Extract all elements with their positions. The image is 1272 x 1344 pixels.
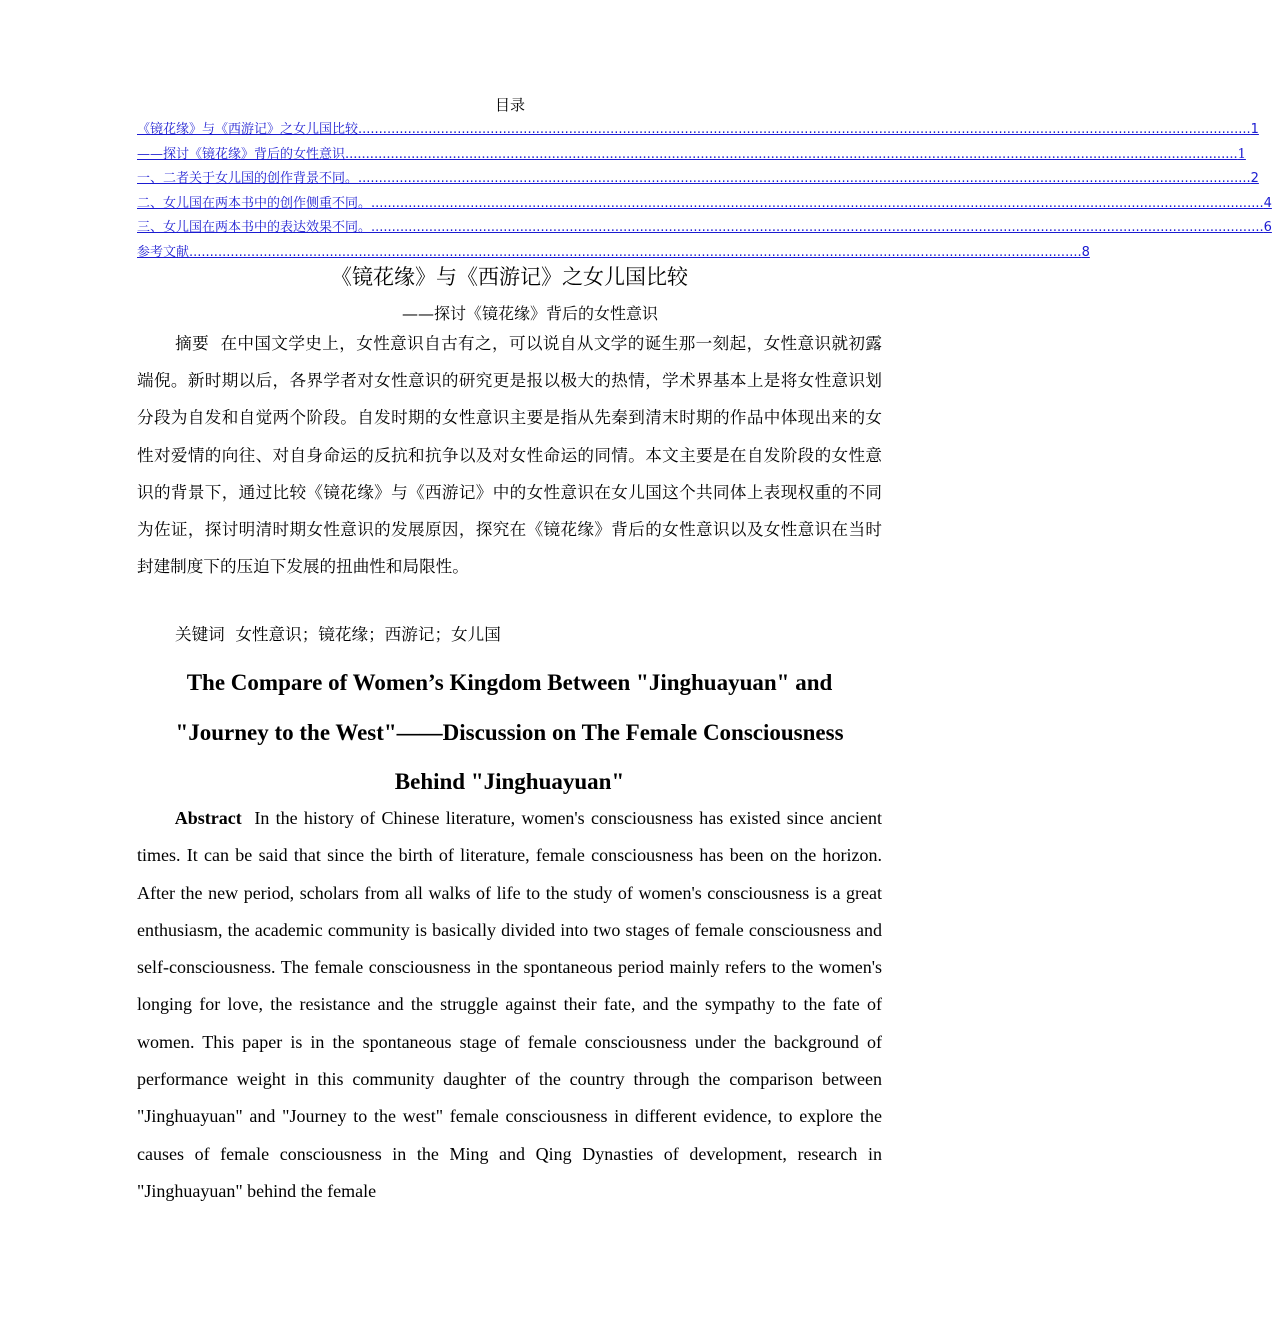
english-abstract-text: In the history of Chinese literature, women's consciousness has existed since ancient times. It can be said that since the birth of literature, female consciousness has been on the horizon. After the new period, scholars from all walks of life to the study of women's consciousness is a great enthusiasm, the academic community is basically divided into two stages of female consciousness and self-consciousness. The female consciousness in the spontaneous period mainly refers to the women's longing for love, the resistance and the struggle against their fate, and the sympathy to the fate of women. This paper is in the spontaneous stage of female consciousness under the background of performance weight in this community daughter of the country through the comparison between "Jinghuayuan" and "Journey to the west" female consciousness in different evidence, to explore the causes of female consciousness in the Ming and Qing Dynasties of development, research in "Jinghuayuan" behind the female	[137, 808, 882, 1201]
toc-item-page: 8	[1081, 244, 1090, 260]
chinese-subtitle: ——探讨《镜花缘》背后的女性意识	[401, 304, 658, 323]
toc-leader-dots: ........................................................................................................................................................................................................................	[189, 244, 1082, 260]
chinese-title: 《镜花缘》与《西游记》之女儿国比较	[331, 265, 688, 289]
toc-item-page: 1	[1237, 146, 1246, 162]
english-title-line: "Journey to the West"——Discussion on The Female Consciousness	[175, 719, 844, 745]
chinese-abstract	[137, 325, 882, 585]
toc-item-section-3[interactable]	[137, 216, 1272, 241]
toc-item-page: 4	[1263, 195, 1272, 211]
toc-item-text: ——探讨《镜花缘》背后的女性意识	[137, 146, 346, 162]
chinese-abstract-label: 摘要	[175, 334, 210, 353]
toc-leader-dots: ........................................................................................................................................................................................................................	[371, 195, 1264, 211]
toc-item-page: 2	[1250, 171, 1259, 187]
chinese-abstract-text: 在中国文学史上，女性意识自古有之，可以说自从文学的诞生那一刻起，女性意识就初露端倪。新时期以后，各界学者对女性意识的研究更是报以极大的热情，学术界基本上是将女性意识划分段为自发和自觉两个阶段。自发时期的女性意识主要是指从先秦到清末时期的作品中体现出来的女性对爱情的向往、对自身命运的反抗和抗争以及对女性命运的同情。本文主要是在自发阶段的女性意识的背景下，通过比较《镜花缘》与《西游记》中的女性意识在女儿国这个共同体上表现权重的不同为佐证，探讨明清时期女性意识的发展原因，探究在《镜花缘》背后的女性意识以及女性意识在当时封建制度下的压迫下发展的扭曲性和局限性。	[137, 334, 882, 577]
toc-item-page: 6	[1263, 220, 1272, 236]
english-abstract-label: Abstract	[174, 808, 242, 828]
english-title-line: Behind "Jinghuayuan"	[394, 769, 625, 794]
toc-item-text: 二、女儿国在两本书中的创作侧重不同。	[137, 195, 372, 211]
english-title-line: The Compare of Women’s Kingdom Between "Jinghuayuan" and	[186, 670, 833, 695]
toc-item-text: 三、女儿国在两本书中的表达效果不同。	[137, 220, 372, 236]
toc-title: 目录	[494, 96, 525, 114]
toc-leader-dots: ........................................................................................................................................................................................................................	[358, 122, 1251, 137]
english-title	[137, 658, 882, 807]
chinese-keywords	[175, 620, 882, 650]
toc-item-page: 1	[1250, 122, 1259, 137]
toc-leader-dots: ........................................................................................................................................................................................................................	[345, 146, 1238, 162]
english-abstract	[137, 800, 882, 1210]
toc-leader-dots: ........................................................................................................................................................................................................................	[371, 220, 1264, 236]
toc-item-subtitle[interactable]	[137, 143, 1246, 168]
toc-item-text: 《镜花缘》与《西游记》之女儿国比较	[137, 122, 359, 137]
toc-item-text: 参考文献	[137, 244, 190, 260]
toc-leader-dots: ........................................................................................................................................................................................................................	[358, 171, 1251, 187]
chinese-keywords-label: 关键词	[175, 625, 225, 644]
toc-item-section-1[interactable]	[137, 167, 1259, 192]
toc-item-title[interactable]	[137, 118, 1259, 143]
toc-item-text: 一、二者关于女儿国的创作背景不同。	[137, 171, 359, 187]
table-of-contents	[137, 118, 1272, 266]
toc-item-section-2[interactable]	[137, 192, 1272, 217]
chinese-keywords-text: 女性意识；镜花缘；西游记；女儿国	[235, 625, 501, 644]
